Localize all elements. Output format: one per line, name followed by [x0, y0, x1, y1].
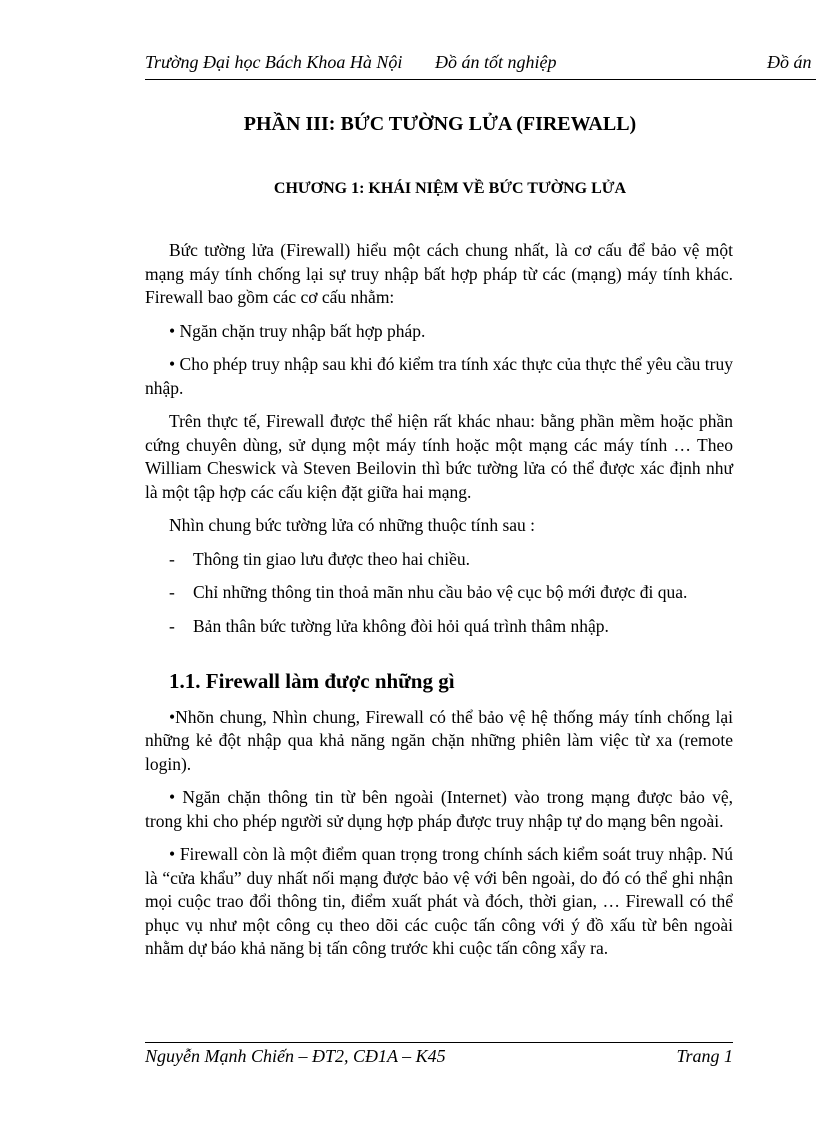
- chapter-title: CHƯƠNG 1: KHÁI NIỆM VỀ BỨC TƯỜNG LỬA: [273, 180, 627, 197]
- section-item-1: •Nhõn chung, Nhìn chung, Firewall có thể bảo vệ hệ thống máy tính chống lại những kẻ đột nhập qua khả năng ngăn chặn những phiên làm việc từ xa (remote login).: [145, 706, 733, 774]
- footer-divider: [145, 1042, 733, 1043]
- section-title: 1.1. Firewall làm được những gì: [169, 669, 455, 693]
- footer-page-number: Trang 1: [676, 1046, 733, 1066]
- page-header: [145, 50, 816, 80]
- section-item-3: • Firewall còn là một điểm quan trọng trong chính sách kiểm soát truy nhập. Nú là “cửa khẩu” duy nhất nối mạng được bảo vệ với bên ngoài, do đó có thể ghi nhận mọi cuộc trao đổi thông tin, điểm xuất phát và đóch, thời gian, … Firewall có thể phục vụ như một công cụ theo dõi các cuộc tấn công với ý đồ xấu từ bên ngoài nhằm dự báo khả năng bị tấn công trước khi cuộc tấn công xẩy ra.: [145, 844, 733, 958]
- intro-paragraph: Bức tường lửa (Firewall) hiểu một cách chung nhất, là cơ cấu để bảo vệ một mạng máy tính chống lại sự truy nhập bất hợp pháp từ các (mạng) máy tính khác. Firewall bao gồm các cơ cấu nhằm:: [145, 240, 733, 307]
- dash-marker: -: [169, 548, 175, 569]
- header-divider: [145, 79, 816, 80]
- property-text-2: Chỉ những thông tin thoả mãn nhu cầu bảo vệ cục bộ mới được đi qua.: [193, 582, 688, 602]
- property-item-3: [145, 615, 733, 639]
- property-text-3: Bản thân bức tường lửa không đòi hỏi quá trình thâm nhập.: [193, 615, 609, 636]
- document-body: [145, 239, 733, 971]
- header-school: Trường Đại học Bách Khoa Hà Nội: [145, 52, 403, 72]
- footer-author: Nguyễn Mạnh Chiến – ĐT2, CĐ1A – K45: [145, 1046, 446, 1066]
- dash-marker: -: [169, 582, 175, 602]
- intro-paragraph-2: Trên thực tế, Firewall được thể hiện rất khác nhau: bằng phần mềm hoặc phần cứng chuyên dùng, sử dụng một máy tính hoặc một mạng các máy tính … Theo William Cheswick và Steven Beilovin thì bức tường lửa có thể được xác định như là một tập hợp các cấu kiện đặt giữa hai mạng.: [145, 411, 733, 502]
- dash-marker: -: [169, 615, 175, 636]
- intro-bullet-2: • Cho phép truy nhập sau khi đó kiểm tra tính xác thực của thực thể yêu cầu truy nhập.: [145, 354, 733, 398]
- intro-paragraph-3: Nhìn chung bức tường lửa có những thuộc tính sau :: [169, 515, 536, 535]
- header-project: Đồ án tốt nghiệp: [435, 52, 557, 72]
- section-item-2: • Ngăn chặn thông tin từ bên ngoài (Internet) vào trong mạng được bảo vệ, trong khi cho phép người sử dụng hợp pháp được truy nhập tự do mạng bên ngoài.: [145, 787, 733, 831]
- property-item-1: [145, 548, 733, 572]
- property-item-2: [145, 581, 733, 605]
- property-text-1: Thông tin giao lưu được theo hai chiều.: [193, 548, 471, 569]
- header-right: Đồ án: [767, 52, 812, 72]
- intro-bullet-1: • Ngăn chặn truy nhập bất hợp pháp.: [169, 320, 426, 341]
- part-title: PHẦN III: BỨC TƯỜNG LỬA (FIREWALL): [243, 113, 637, 135]
